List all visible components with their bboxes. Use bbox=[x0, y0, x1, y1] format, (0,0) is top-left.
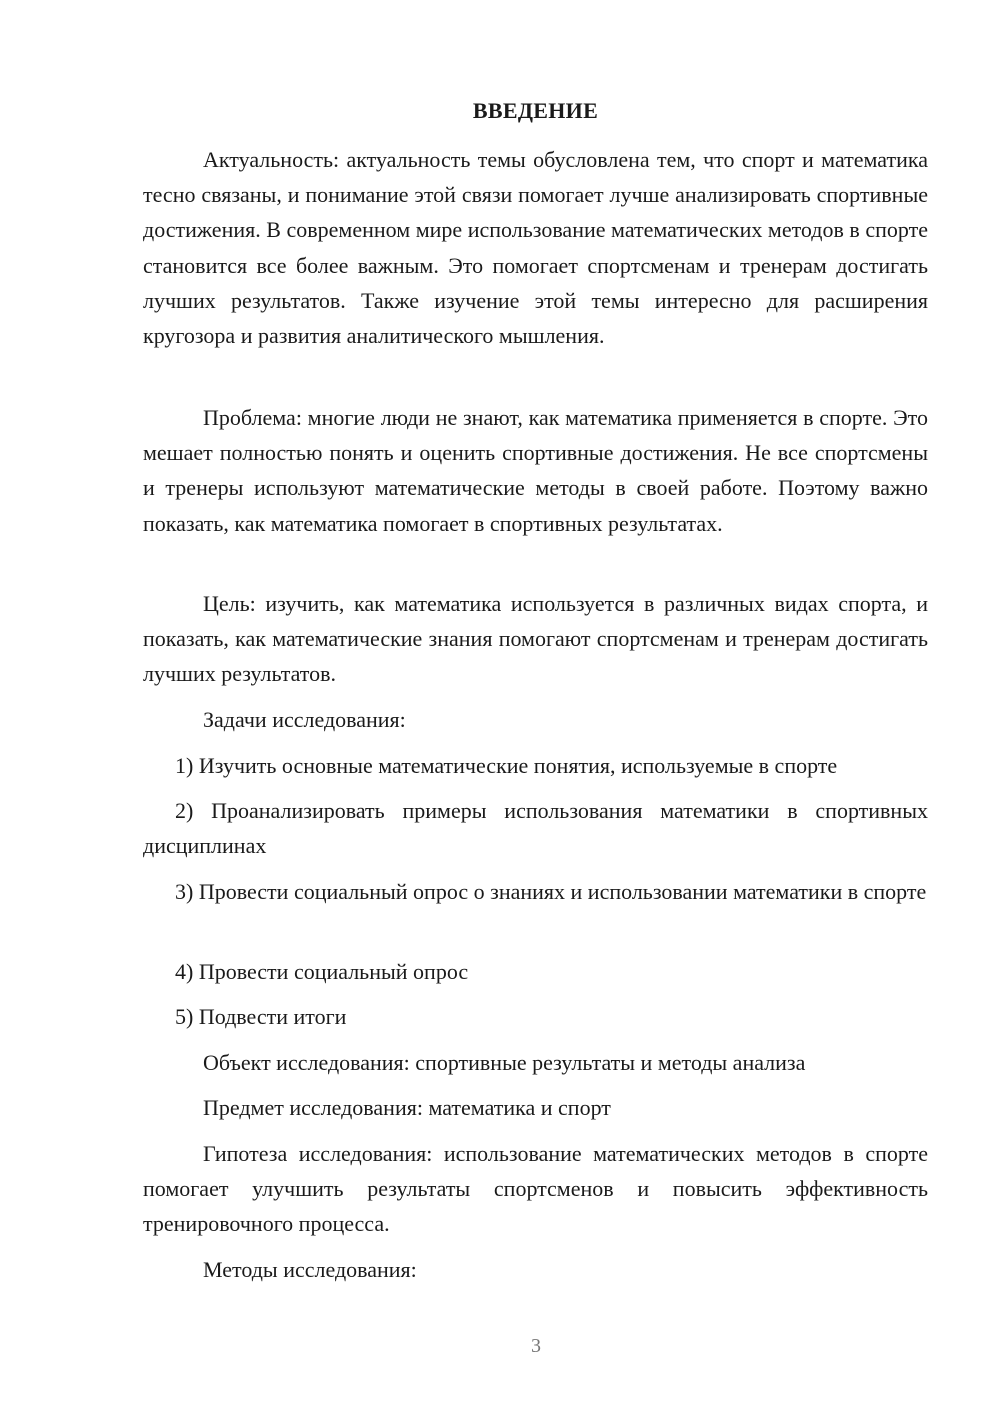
task-item-3: 3) Провести социальный опрос о знаниях и использовании математики в спорте bbox=[175, 879, 927, 904]
task-item-5: 5) Подвести итоги bbox=[175, 1004, 347, 1029]
paragraph-hypothesis: Гипотеза исследования: использование математических методов в спорте помогает улучшить результаты спортсменов и повысить эффективность тренировочного процесса. bbox=[143, 1141, 928, 1237]
task-item-1: 1) Изучить основные математические понятия, используемые в спорте bbox=[175, 753, 838, 778]
page-number: 3 bbox=[531, 1335, 541, 1357]
task-item-4: 4) Провести социальный опрос bbox=[175, 959, 469, 984]
paragraph-problem: Проблема: многие люди не знают, как математика применяется в спорте. Это мешает полностью понять и оценить спортивные достижения. Не все спортсмены и тренеры используют математические методы в своей работе. Поэтому важно показать, как математика помогает в спортивных результатах. bbox=[143, 405, 928, 536]
paragraph-tasks-heading: Задачи исследования: bbox=[203, 707, 406, 732]
paragraph-subject: Предмет исследования: математика и спорт bbox=[203, 1095, 611, 1120]
paragraph-goal: Цель: изучить, как математика используется в различных видах спорта, и показать, как математические знания помогают спортсменам и тренерам достигать лучших результатов. bbox=[143, 591, 928, 687]
paragraph-relevance: Актуальность: актуальность темы обусловлена тем, что спорт и математика тесно связаны, и понимание этой связи помогает лучше анализировать спортивные достижения. В современном мире использование математических методов в спорте становится все более важным. Это помогает спортсменам и тренерам достигать лучших результатов. Также изучение этой темы интересно для расширения кругозора и развития аналитического мышления. bbox=[143, 147, 928, 349]
paragraph-methods: Методы исследования: bbox=[203, 1257, 417, 1282]
task-item-2: 2) Проанализировать примеры использования математики в спортивных дисциплинах bbox=[143, 798, 928, 859]
paragraph-object: Объект исследования: спортивные результаты и методы анализа bbox=[203, 1050, 806, 1075]
page-title: ВВЕДЕНИЕ bbox=[472, 98, 599, 123]
